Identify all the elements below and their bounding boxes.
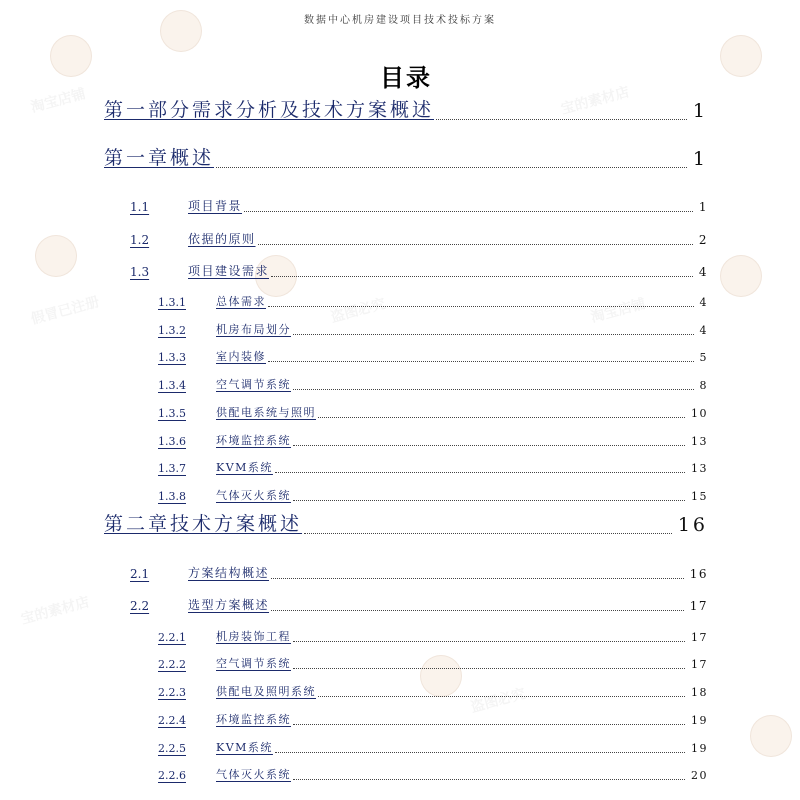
toc-entry-page: 20 xyxy=(691,769,708,782)
toc-leader-dots xyxy=(436,119,687,120)
toc-leader-dots xyxy=(293,641,685,642)
toc-entry-page: 5 xyxy=(699,351,708,364)
toc-entry-label: 第一部分需求分析及技术方案概述 xyxy=(104,99,435,121)
toc-entry-label: 机房装饰工程 xyxy=(216,630,291,643)
toc-entry-number: 1.3.7 xyxy=(158,462,186,475)
toc-entry-number: 2.2 xyxy=(130,599,150,613)
toc-entry-label: 机房布局划分 xyxy=(216,323,291,336)
toc-entry-label: 环境监控系统 xyxy=(216,713,291,726)
toc-entry[interactable] xyxy=(158,424,708,448)
toc-entry-page: 10 xyxy=(691,407,708,420)
toc-entry[interactable] xyxy=(104,98,708,122)
toc-leader-dots xyxy=(271,276,693,277)
toc-entry-label: 供配电系统与照明 xyxy=(216,406,316,419)
toc-entry-label: 依据的原则 xyxy=(188,232,256,246)
toc-entry[interactable] xyxy=(158,758,708,782)
watermark-text: 宝的素材店 xyxy=(19,594,92,628)
toc-entry[interactable] xyxy=(130,190,708,214)
toc-entry[interactable] xyxy=(158,479,708,503)
toc-title: 目录 xyxy=(380,64,432,92)
toc-entry-label: 项目背景 xyxy=(188,199,243,213)
watermark-face-icon xyxy=(160,10,202,52)
watermark-text: 淘宝店铺 xyxy=(589,295,648,326)
toc-entry[interactable] xyxy=(158,285,708,309)
toc-entry-page: 17 xyxy=(691,658,708,671)
toc-leader-dots xyxy=(271,578,684,579)
watermark-text: 宝的素材店 xyxy=(559,84,632,118)
toc-entry-label: KVM系统 xyxy=(216,741,273,754)
toc-entry-page: 2 xyxy=(698,233,708,247)
toc-leader-dots xyxy=(268,361,694,362)
toc-entry[interactable] xyxy=(158,313,708,337)
watermark-text: 盗图必究 xyxy=(329,295,388,326)
toc-entry[interactable] xyxy=(158,451,708,475)
toc-entry-page: 1 xyxy=(692,148,708,170)
watermark-face-icon xyxy=(750,715,792,757)
toc-leader-dots xyxy=(293,445,685,446)
toc-entry-number: 2.2.3 xyxy=(158,686,186,699)
toc-leader-dots xyxy=(268,306,694,307)
toc-entry-page: 19 xyxy=(691,714,708,727)
toc-entry[interactable] xyxy=(104,512,708,536)
toc-entry[interactable] xyxy=(158,396,708,420)
toc-entry-label: 空气调节系统 xyxy=(216,378,291,391)
toc-entry[interactable] xyxy=(130,589,708,613)
toc-entry-label: 选型方案概述 xyxy=(188,598,270,612)
toc-entry[interactable] xyxy=(158,620,708,644)
toc-entry-page: 1 xyxy=(698,200,708,214)
toc-entry-label: 室内装修 xyxy=(216,350,266,363)
toc-entry-page: 16 xyxy=(677,514,708,536)
toc-entry-page: 17 xyxy=(689,599,708,613)
toc-entry-page: 17 xyxy=(691,631,708,644)
toc-entry-page: 13 xyxy=(691,435,708,448)
watermark-text: 盗图必究 xyxy=(469,685,528,716)
toc-entry-number: 1.3.4 xyxy=(158,379,186,392)
running-header: 数据中心机房建设项目技术投标方案 xyxy=(304,15,496,26)
toc-entry-page: 13 xyxy=(691,462,708,475)
toc-leader-dots xyxy=(318,417,685,418)
toc-entry[interactable] xyxy=(130,223,708,247)
toc-entry-label: 项目建设需求 xyxy=(188,264,270,278)
toc-leader-dots xyxy=(275,472,685,473)
watermark-text: 淘宝店铺 xyxy=(29,85,88,116)
toc-entry-page: 4 xyxy=(698,265,708,279)
toc-entry-number: 2.1 xyxy=(130,567,150,581)
toc-entry[interactable] xyxy=(158,703,708,727)
watermark-face-icon xyxy=(720,35,762,77)
toc-entry-number: 1.3.5 xyxy=(158,407,186,420)
toc-entry[interactable] xyxy=(158,368,708,392)
toc-entry-label: 空气调节系统 xyxy=(216,657,291,670)
toc-entry-number: 2.2.6 xyxy=(158,769,186,782)
toc-entry-number: 1.3 xyxy=(130,265,150,279)
toc-entry-label: 供配电及照明系统 xyxy=(216,685,316,698)
toc-entry-page: 8 xyxy=(699,379,708,392)
toc-entry[interactable] xyxy=(158,675,708,699)
toc-entry-label: 环境监控系统 xyxy=(216,434,291,447)
toc-leader-dots xyxy=(244,211,693,212)
watermark-face-icon xyxy=(50,35,92,77)
toc-entry-number: 2.2.5 xyxy=(158,742,186,755)
toc-entry-number: 1.3.2 xyxy=(158,324,186,337)
toc-entry-page: 1 xyxy=(692,100,708,122)
toc-entry-number: 2.2.1 xyxy=(158,631,186,644)
toc-entry-label: 总体需求 xyxy=(216,295,266,308)
toc-leader-dots xyxy=(293,668,685,669)
toc-entry-label: 方案结构概述 xyxy=(188,566,270,580)
toc-leader-dots xyxy=(258,244,693,245)
toc-leader-dots xyxy=(293,500,685,501)
toc-entry-number: 1.3.6 xyxy=(158,435,186,448)
toc-leader-dots xyxy=(318,696,685,697)
watermark-face-icon xyxy=(35,235,77,277)
toc-entry[interactable] xyxy=(158,340,708,364)
toc-entry-page: 16 xyxy=(689,567,708,581)
toc-leader-dots xyxy=(293,334,694,335)
toc-leader-dots xyxy=(293,724,685,725)
toc-entry-number: 2.2.2 xyxy=(158,658,186,671)
toc-entry-number: 1.3.8 xyxy=(158,490,186,503)
toc-leader-dots xyxy=(275,752,685,753)
toc-entry[interactable] xyxy=(158,731,708,755)
toc-entry-label: 第二章技术方案概述 xyxy=(104,513,303,535)
toc-entry-page: 15 xyxy=(691,490,708,503)
watermark-text: 假冒已注册 xyxy=(29,294,102,328)
toc-entry-label: KVM系统 xyxy=(216,461,273,474)
toc-leader-dots xyxy=(216,167,687,168)
toc-entry-number: 1.3.3 xyxy=(158,351,186,364)
toc-entry[interactable] xyxy=(158,647,708,671)
toc-entry-page: 4 xyxy=(699,324,708,337)
toc-leader-dots xyxy=(271,610,684,611)
toc-entry-page: 18 xyxy=(691,686,708,699)
toc-entry-label: 气体灭火系统 xyxy=(216,768,291,781)
toc-entry-number: 2.2.4 xyxy=(158,714,186,727)
toc-entry[interactable] xyxy=(130,557,708,581)
toc-leader-dots xyxy=(293,389,694,390)
toc-leader-dots xyxy=(293,779,685,780)
toc-entry-number: 1.2 xyxy=(130,233,150,247)
toc-entry-page: 19 xyxy=(691,742,708,755)
watermark-face-icon xyxy=(720,255,762,297)
toc-entry-label: 第一章概述 xyxy=(104,147,215,169)
toc-entry-number: 1.1 xyxy=(130,200,150,214)
toc-entry-page: 4 xyxy=(699,296,708,309)
toc-leader-dots xyxy=(304,533,672,534)
toc-entry[interactable] xyxy=(130,255,708,279)
toc-entry-number: 1.3.1 xyxy=(158,296,186,309)
toc-entry-label: 气体灭火系统 xyxy=(216,489,291,502)
toc-entry[interactable] xyxy=(104,146,708,170)
